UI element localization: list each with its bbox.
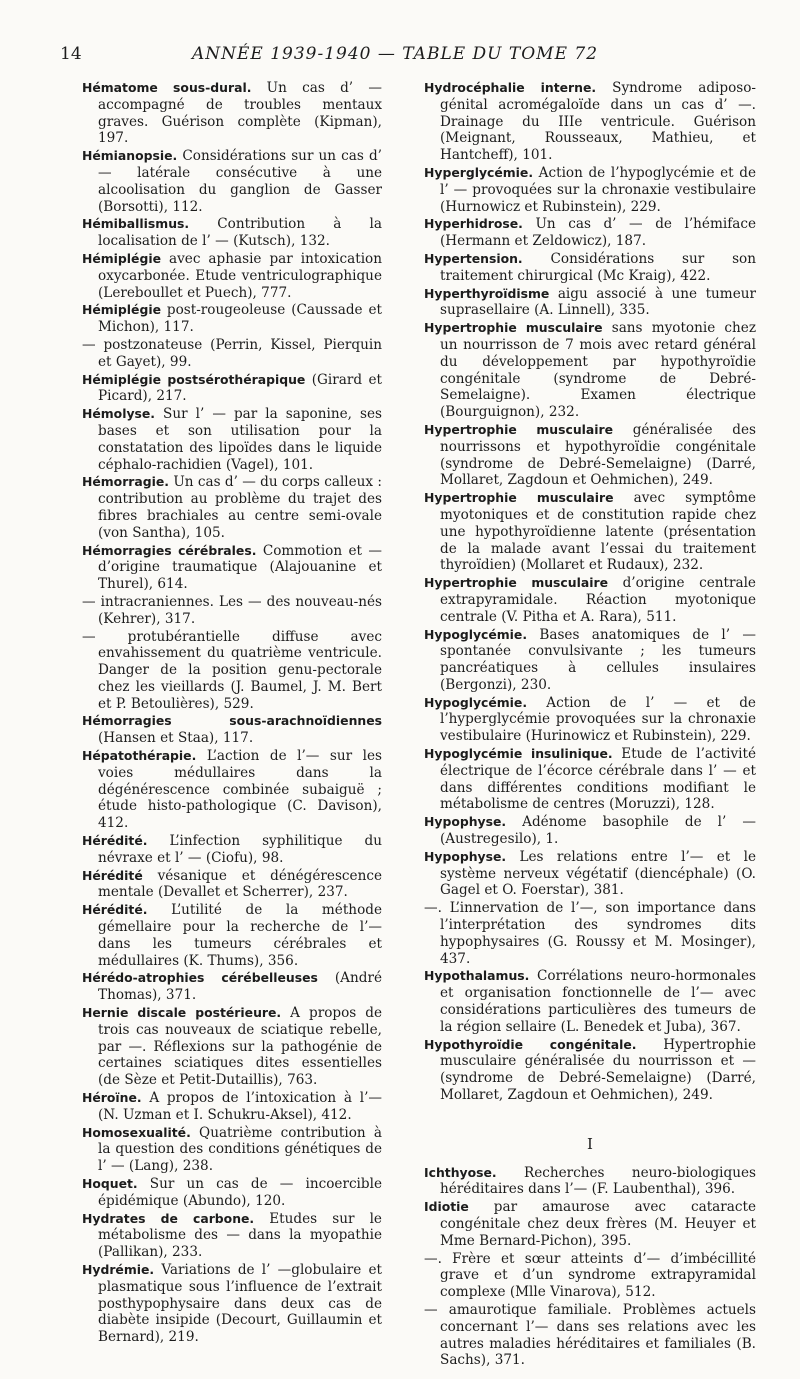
entry-text: Variations de l’ —globulaire et plasmatique sous l’influence de l’extrait posthypophysaire dans deux cas de diabète insipide (Decourt, Guillaumin et Bernard), 219. — [98, 1261, 382, 1346]
index-entry — [82, 868, 382, 902]
entry-text: Sur l’ — par la saponine, ses bases et son utilisation pour la constatation des lipoïdes dans le liquide céphalo-rachidien (Vagel), 101. — [98, 406, 382, 473]
entry-term: Hypoglycémie insulinique. — [424, 746, 613, 762]
index-entry — [424, 251, 756, 285]
entry-text: —. Frère et sœur atteints d’— d’imbécillité grave et d’un syndrome extrapyramidal complexe (Mlle Vinarova), 512. — [424, 1250, 756, 1301]
entry-term: Hématome sous-dural. — [82, 80, 252, 95]
entry-text: Les relations entre l’— et le système nerveux végétatif (diencéphale) (O. Gagel et O. Foerstar), 381. — [440, 848, 757, 899]
index-entry — [82, 833, 382, 867]
entry-text: par amaurose avec cataracte congénitale chez deux frères (M. Heuyer et Mme Bernard-Pichon), 395. — [440, 1199, 756, 1249]
section-letter: I — [587, 1134, 593, 1153]
index-entry — [424, 286, 756, 320]
entry-text: L’infection syphilitique du névraxe et l’ — (Ciofu), 98. — [98, 833, 382, 866]
index-entry — [82, 1211, 382, 1261]
index-entry — [82, 251, 382, 301]
entry-term: Hérédité — [82, 867, 143, 883]
entry-text: — postzonateuse (Perrin, Kissel, Pierquin et Gayet), 99. — [82, 336, 382, 370]
entry-text: — amaurotique familiale. Problèmes actuels concernant l’— dans ses relations avec les autres maladies héréditaires et familiales (B. Sachs), 371. — [424, 1301, 756, 1369]
page-header — [60, 44, 730, 70]
entry-term: Hémianopsie. — [82, 148, 178, 164]
entry-term: Hérédité. — [82, 833, 148, 849]
index-entry — [82, 406, 382, 473]
entry-text: d’origine centrale extrapyramidale. Réaction myotonique centrale (V. Pitha et A. Rara), 511. — [440, 575, 756, 625]
index-entry — [82, 474, 382, 541]
entry-text: Corrélations neuro-hormonales et organisation fonctionnelle de l’— avec considérations particulières des tumeurs de la région sellaire (L. Benedek et Juba), 367. — [440, 968, 756, 1035]
entry-text: Sur un cas de — incoercible épidémique (Abundo), 120. — [98, 1176, 382, 1209]
entry-term: Hypophyse. — [424, 814, 507, 830]
entry-term: Hypothyroïdie congénitale. — [424, 1036, 637, 1052]
entry-text: Considérations sur un cas d’ — latérale consécutive à une alcoolisation du ganglion de Gasser (Borsotti), 112. — [98, 148, 383, 215]
entry-term: Hypertrophie musculaire — [424, 490, 614, 506]
index-entry — [82, 1262, 382, 1346]
entry-term: Hypertrophie musculaire — [424, 320, 603, 336]
entry-text: Etudes sur le métabolisme des — dans la myopathie (Pallikan), 233. — [98, 1210, 382, 1261]
entry-term: Hérédo-atrophies cérébelleuses — [82, 970, 318, 986]
entry-text: Contribution à la localisation de l’ — (Kutsch), 132. — [98, 216, 382, 250]
entry-term: Hoquet. — [82, 1176, 138, 1191]
index-entry — [424, 490, 756, 574]
index-entry — [82, 629, 382, 713]
index-entry — [82, 1176, 382, 1210]
entry-text: A propos de trois cas nouveaux de sciatique rebelle, par —. Réflexions sur la pathogénie de certaines sciatiques dites essentielles (de Sèze et Petit-Dutaillis), 763. — [98, 1005, 383, 1089]
entry-text: Un cas d’ — du corps calleux : contribution au problème du trajet des fibres brachiales au centre semi-ovale (von Santha), 105. — [98, 474, 383, 541]
entry-text: Commotion et — d’origine traumatique (Alajouanine et Thurel), 614. — [98, 542, 383, 593]
entry-term: Idiotie — [424, 1199, 469, 1215]
entry-term: Hydrocéphalie interne. — [424, 80, 597, 95]
index-entry — [424, 1037, 756, 1104]
entry-text: avec symptôme myotoniques et de constitution rapide chez une hypothyroïdienne latente (présentation de la malade avant l’essai du traitement thyroïdien) (Mollaret et Rudaux), 232. — [440, 490, 756, 574]
entry-term: Hyperhidrose. — [424, 216, 523, 232]
index-entry — [424, 814, 756, 848]
entry-text: — protubérantielle diffuse avec envahissement du quatrième ventricule. Danger de la position genu-pectorale chez les vieillards (J. Baumel, J. M. Bert et P. Betoulières), 529. — [82, 628, 382, 712]
entry-term: Hémolyse. — [82, 406, 156, 422]
index-entry — [82, 594, 382, 628]
entry-text: généralisée des nourrissons et hypothyroïdie congénitale (syndrome de Debré-Semelaigne) (Darré, Mollaret, Zagdoun et Oehmichen), 249. — [440, 421, 756, 489]
entry-term: Hypoglycémie. — [424, 694, 528, 710]
entry-term: Homosexualité. — [82, 1124, 191, 1140]
index-entry — [424, 1165, 756, 1199]
entry-term: Hémiballismus. — [82, 216, 190, 232]
index-entry — [424, 1199, 756, 1249]
index-entry — [424, 1251, 756, 1301]
index-entry — [82, 337, 382, 371]
index-entry — [82, 148, 382, 215]
entry-text: Considérations sur son traitement chirurgical (Mc Kraig), 422. — [440, 250, 756, 284]
entry-text: — intracraniennes. Les — des nouveau-nés (Kehrer), 317. — [82, 593, 382, 627]
entry-text: sans myotonie chez un nourrisson de 7 mois avec retard général du développement par hypothyroïdie congénitale (syndrome de Debré-Semelaigne). Examen électrique (Bourguignon), 232. — [440, 320, 756, 421]
entry-text: —. L’innervation de l’—, son importance dans l’interprétation des syndromes dits hypophysaires (G. Roussy et M. Mosinger), 437. — [424, 900, 756, 967]
index-entry — [424, 216, 756, 250]
index-entry — [424, 695, 756, 745]
entry-text: L’action de l’— sur les voies médullaires dans la dégénérescence combinée subaiguë ; étude histo-pathologique (C. Davison), 412. — [98, 748, 382, 832]
index-entry — [424, 575, 756, 625]
entry-term: Hyperglycémie. — [424, 164, 534, 180]
entry-term: Hérédité. — [82, 902, 148, 918]
entry-term: Hypophyse. — [424, 848, 507, 864]
entry-term: Hypertrophie musculaire — [424, 575, 608, 591]
entry-term: Hémorragies sous-arachnoïdiennes — [82, 713, 382, 729]
entry-text: (André Thomas), 371. — [98, 970, 382, 1004]
entry-text: Adénome basophile de l’ — (Austregesilo), 1. — [440, 814, 756, 848]
index-entry — [82, 80, 382, 147]
index-entry — [424, 627, 756, 694]
index-entry — [82, 1005, 382, 1089]
index-entry — [82, 302, 382, 336]
entry-term: Hydrémie. — [82, 1261, 155, 1277]
entry-text: (Girard et Picard), 217. — [98, 371, 382, 405]
entry-term: Hépatothérapie. — [82, 748, 197, 764]
left-column — [82, 80, 382, 1347]
running-title: ANNÉE 1939-1940 — TABLE DU TOME 72 — [191, 44, 599, 64]
entry-text: Syndrome adiposo-génital acromégaloïde dans un cas d’ —. Drainage du IIIe ventricule. Guérison (Meignant, Rousseaux, Mathieu, et Hantcheff), 101. — [440, 80, 757, 164]
entry-text: L’utilité de la méthode gémellaire pour la recherche de l’— dans les tumeurs cérébrales et médullaires (K. Thums), 356. — [98, 902, 382, 969]
entry-text: aigu associé à une tumeur suprasellaire (A. Linnell), 335. — [440, 285, 756, 319]
index-entry — [424, 849, 756, 899]
entry-text: Bases anatomiques de l’ — spontanée convulsivante ; les tumeurs pancréatiques à cellules insulaires (Bergonzi), 230. — [440, 626, 756, 693]
index-entry — [424, 80, 756, 164]
index-entry — [82, 543, 382, 593]
entry-text: Etude de l’activité électrique de l’écorce cérébrale dans l’ — et dans différentes conditions modifiant le métabolisme de centres (Moruzzi), 128. — [440, 746, 756, 813]
entry-text: Quatrième contribution à la question des conditions génétiques de l’ — (Lang), 238. — [98, 1124, 382, 1175]
index-entry — [82, 713, 382, 747]
entry-term: Hypoglycémie. — [424, 626, 528, 642]
right-column — [424, 80, 756, 1370]
entry-term: Hémorragie. — [82, 474, 170, 490]
index-entry — [82, 1090, 382, 1124]
entry-text: A propos de l’intoxication à l’— (N. Uzman et I. Schukru-Aksel), 412. — [98, 1090, 382, 1123]
index-entry — [424, 1302, 756, 1369]
entry-term: Hypertrophie musculaire — [424, 421, 614, 437]
entry-term: Hyperthyroïdisme — [424, 285, 550, 301]
index-entry — [82, 748, 382, 832]
right-column-h-entries — [424, 80, 756, 1104]
entry-term: Hypothalamus. — [424, 968, 530, 984]
entry-term: Hémiplégie — [82, 250, 161, 266]
index-entry — [424, 968, 756, 1035]
entry-term: Hernie discale postérieure. — [82, 1005, 282, 1021]
entry-term: Héroïne. — [82, 1090, 142, 1106]
entry-term: Hémiplégie — [82, 302, 161, 318]
entry-text: Hypertrophie musculaire généralisée du nourrisson et — (syndrome de Debré-Semelaigne) (Darré, Mollaret, Zagdoun et Oehmichen), 249. — [440, 1036, 756, 1104]
page-number: 14 — [60, 44, 82, 64]
index-entry — [424, 320, 756, 421]
index-entry — [82, 372, 382, 406]
index-entry — [82, 902, 382, 969]
entry-text: Action de l’ — et de l’hyperglycémie provoquées sur la chronaxie vestibulaire (Hurinowicz et Rubinstein), 229. — [440, 694, 756, 745]
entry-text: Un cas d’ — accompagné de troubles mentaux graves. Guérison complète (Kipman), 197. — [98, 80, 382, 147]
entry-text: (Hansen et Staa), 117. — [98, 730, 254, 747]
index-entry — [424, 165, 756, 215]
entry-term: Hémiplégie postsérothérapique — [82, 371, 306, 387]
entry-term: Hydrates de carbone. — [82, 1210, 255, 1226]
index-entry — [82, 1125, 382, 1175]
entry-text: vésanique et dénégérescence mentale (Devallet et Scherrer), 237. — [98, 867, 382, 901]
index-entry — [424, 900, 756, 967]
index-entry — [82, 216, 382, 250]
entry-term: Ichthyose. — [424, 1164, 497, 1180]
entry-text: post-rougeoleuse (Caussade et Michon), 117. — [98, 302, 382, 336]
index-entry — [424, 746, 756, 813]
entry-text: Un cas d’ — de l’hémiface (Hermann et Zeldowicz), 187. — [440, 216, 756, 250]
entry-term: Hypertension. — [424, 250, 523, 266]
index-entry — [82, 970, 382, 1004]
index-entry — [424, 422, 756, 489]
entry-text: avec aphasie par intoxication oxycarbonée. Etude ventriculographique (Lereboullet et Puech), 777. — [98, 250, 382, 301]
right-column-i-entries — [424, 1165, 756, 1370]
entry-term: Hémorragies cérébrales. — [82, 542, 257, 558]
entry-text: Action de l’hypoglycémie et de l’ — provoquées sur la chronaxie vestibulaire (Hurnowicz et Rubinstein), 229. — [440, 164, 756, 215]
entry-text: Recherches neuro-biologiques héréditaires dans l’— (F. Laubenthal), 396. — [440, 1164, 756, 1198]
